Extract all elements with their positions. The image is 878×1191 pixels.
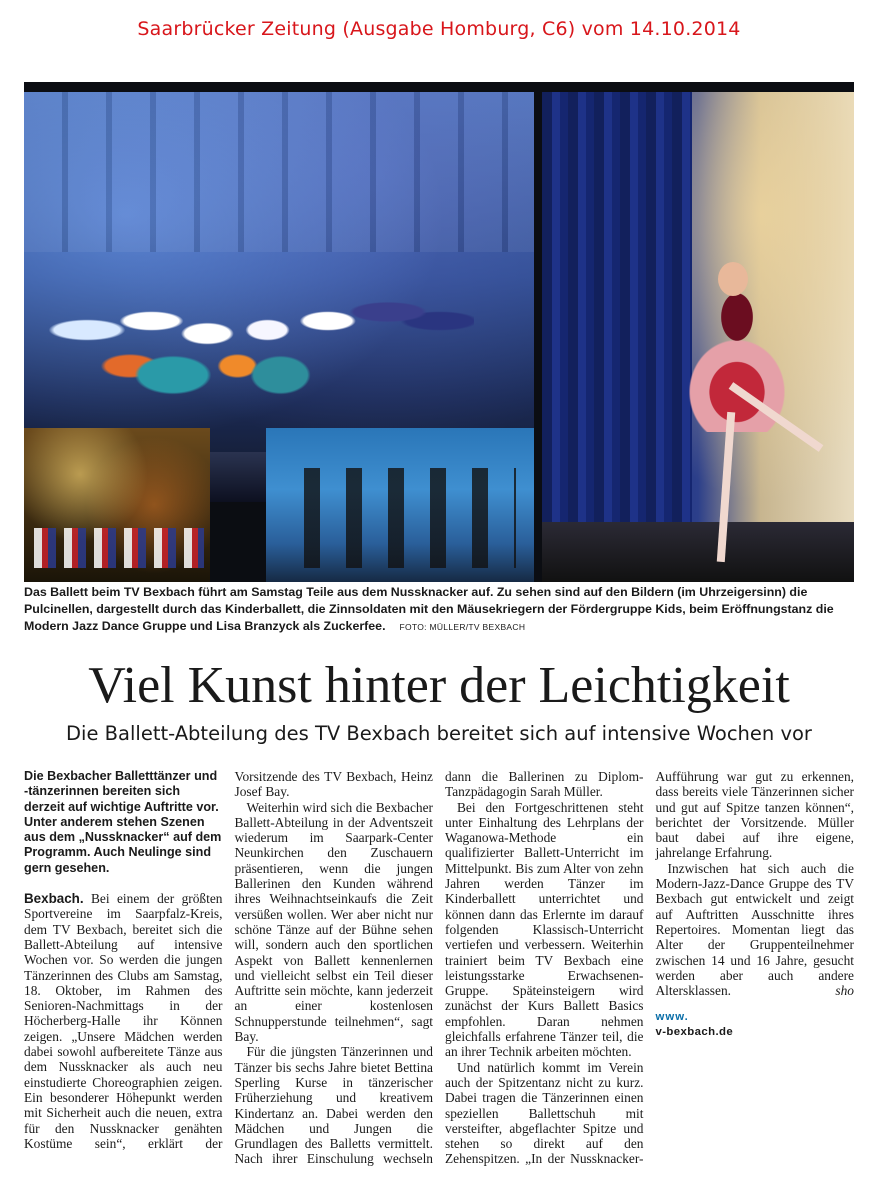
photo-credit: FOTO: MÜLLER/TV BEXBACH — [399, 622, 526, 632]
subheadline: Die Ballett-Abteilung des TV Bexbach bereitet sich auf intensive Wochen vor — [66, 722, 812, 745]
article-paragraph: Und natürlich kommt im Verein auch der Spitzentanz nicht zu kurz. Dabei tragen die Tänzerinnen einen speziellen Ballettschuh mit versteifter, abgeflachter Spitze und stehen so direkt auf den Zehenspitzen. „In der Nussknacker-Aufführung war gut zu erkennen, dass bereits viele Tänzerinnen sicher und gut auf Spitze tanzen können“, berichtet der Vorsitzende. Müller baut dabei auf ihre eigene, jahrelange Erfahrung. — [445, 769, 854, 1167]
article-paragraph: Für die jüngsten Tänzerinnen und Tänzer bis sechs Jahre bietet Bettina Sperling Kurse in tänzerischer Früherziehung und kreativem Kindertanz an. Dabei werden den Mädchen und Jungen die Grundlagen des Balletts vermittelt. Nach ihrer Einschulung wechseln dann die Ballerinen zu Diplom-Tanzpädagogin Sarah Müller. — [234, 769, 644, 1167]
headline: Viel Kunst hinter der Leichtigkeit — [88, 657, 790, 714]
article-body — [24, 769, 854, 1177]
caption-text: Das Ballett beim TV Bexbach führt am Samstag Teile aus dem Nussknacker auf. Zu sehen sind auf den Bildern (im Uhrzeigersinn) die Pulcinellen, dargestellt durch das Kinderballett, die Zinnsoldaten mit den Mäusekriegern der Fördergruppe Kids, beim Eröffnungstanz die Modern Jazz Dance Gruppe und Lisa Branzyck als Zuckerfee. — [24, 585, 834, 633]
dateline: Bexbach. — [24, 891, 84, 907]
source-line: Saarbrücker Zeitung (Ausgabe Homburg, C6) vom 14.10.2014 — [137, 18, 741, 40]
web-prefix: www. — [655, 1011, 689, 1024]
article-paragraph: Weiterhin wird sich die Bexbacher Ballett-Abteilung in der Adventszeit wiederum im Saarpark-Center Neunkirchen den Zuschauern präsentieren, wenn die jungen Ballerinen den Kunden während ihres Weihnachtseinkaufs die Zeit versüßen wollen. Wer aber nicht nur schöne Tänze auf der Bühne sehen will, sondern auch den sportlichen Aspekt von Ballett kennenlernen und vielleicht selbst ein Teil dieser Auftritte sein möchte, kann jederzeit an einer kostenlosen Schnupperstunde teilnehmen“, sagt Bay. — [234, 799, 433, 1045]
article-paragraph: Inzwischen hat sich auch die Modern-Jazz-Dance Gruppe des TV Bexbach gut entwickelt und zeigt auf Auftritten Ausschnitte ihres Repertoires. Momentan liegt das Alter der Gruppenteilnehmer zwischen 14 und 16 Jahre, gesucht werden aber auch andere Altersklassen. — [655, 860, 854, 999]
photo-collage — [24, 82, 854, 582]
web-domain: v-bexbach.de — [655, 1026, 734, 1039]
photo-zinnsoldaten — [24, 428, 210, 582]
author-initials: sho — [835, 983, 854, 999]
photo-jazz-dance — [266, 428, 534, 582]
web-link[interactable] — [656, 1010, 855, 1040]
photo-caption — [24, 584, 856, 636]
photo-zuckerfee — [542, 92, 854, 582]
article-lead: Die Bexbacher Balletttänzer und -tänzerinnen bereiten sich derzeit auf wichtige Auftritte vor. Unter anderem stehen Szenen aus dem „Nussknacker“ auf dem Programm. Auch Neulinge sind gern gesehen. — [24, 769, 222, 875]
article-paragraph: Bei den Fortgeschrittenen steht unter Einhaltung des Lehrplans der Waganowa-Methode ein qualifizierter Ballett-Unterricht im Mittelpunkt. Bis zum Alter von zehn Jahren werden Tänzer im Kinderballett unterrichtet und können dann das Erlernte im darauf folgenden Klassisch-Unterricht vertiefen und verbessern. Weiterhin trainiert beim TV Bexbach eine leistungsstarke Erwachsenen-Gruppe. Späteinsteigern wird zunächst der Kurs Ballett Basics empfohlen. Daran nehmen gleichfalls erfahrene Tänzer teil, die an ihrer Technik arbeiten möchten. — [445, 799, 644, 1060]
paragraph-text: Bei einem der größten Sportvereine im Saarpfalz-Kreis, dem TV Bexbach, bereitet sich die Ballett-Abteilung auf intensive Wochen vor. So werden die jungen Tänzerinnen des Clubs am Samstag, 18. Oktober, im Rahmen des Senioren-Nachmittags in der Höcherberg-Halle ihr Können zeigen. „Unsere Mädchen werden dabei sowohl aufbereitete Tänze aus dem Nussknacker als auch neu einstudierte Choreographien zeigen. Ein besonderer Höhepunkt werden mit Sicherheit auch die neuen, extra für den Nussknacker genähten Kostüme sein“, erklärt der Vorsitzende des TV Bexbach, Heinz Josef Bay. — [24, 769, 433, 1151]
